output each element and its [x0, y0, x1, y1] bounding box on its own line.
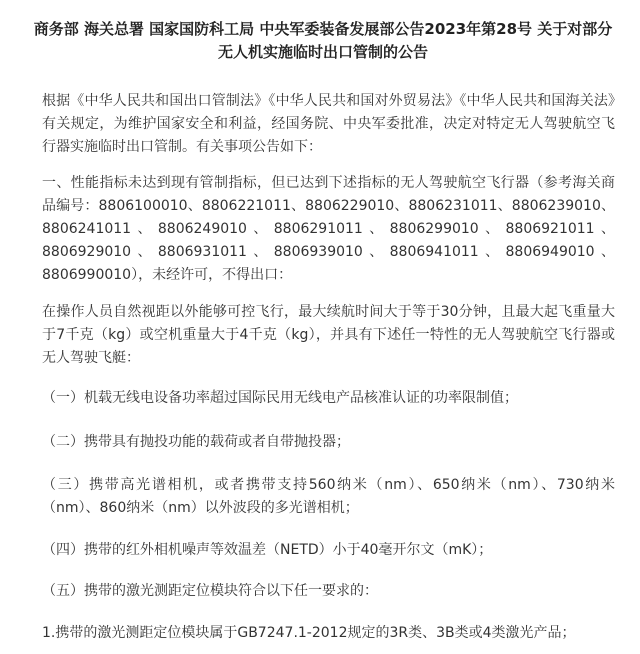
intro-paragraph: 根据《中华人民共和国出口管制法》《中华人民共和国对外贸易法》《中华人民共和国海关法》有关规定，为维护国家安全和利益，经国务院、中央军委批准，决定对特定无人驾驶航空飞行器实施临时出口管制。有关事项公告如下：: [42, 93, 615, 155]
document-title: 商务部 海关总署 国家国防科工局 中央军委装备发展部公告2023年第28号 关于对部分无人机实施临时出口管制的公告: [33, 20, 613, 61]
list-item-5: （五）携带的激光测距定位模块符合以下任一要求的：: [42, 583, 378, 599]
list-item-3: （三）携带高光谱相机，或者携带支持560纳米（nm）、650纳米（nm）、730纳米（nm）、860纳米（nm）以外波段的多光谱相机；: [42, 477, 615, 516]
sub-item-1: 1.携带的激光测距定位模块属于GB7247.1-2012规定的3R类、3B类或4类激光产品；: [42, 625, 576, 641]
list-item-4: （四）携带的红外相机噪声等效温差（NETD）小于40毫开尔文（mK）；: [42, 542, 493, 558]
section-one-paragraph: 一、性能指标未达到现有管制指标，但已达到下述指标的无人驾驶航空飞行器（参考海关商品编号：8806100010、8806221011、8806229010、8806231011、8806239010、8806241011、8806249010、8806291011、8806299010、8806921011、8806929010、8806931011、8806939010、8806941011、8806949010、8806990010），未经许可，不得出口：: [42, 175, 615, 283]
condition-paragraph: 在操作人员自然视距以外能够可控飞行，最大续航时间大于等于30分钟，且最大起飞重量大于7千克（kg）或空机重量大于4千克（kg），并具有下述任一特性的无人驾驶航空飞行器或无人驾驶飞艇：: [42, 304, 615, 366]
list-item-1: （一）机载无线电设备功率超过国际民用无线电产品核准认证的功率限制值；: [42, 390, 518, 406]
list-item-2: （二）携带具有抛投功能的载荷或者自带抛投器；: [42, 434, 350, 450]
